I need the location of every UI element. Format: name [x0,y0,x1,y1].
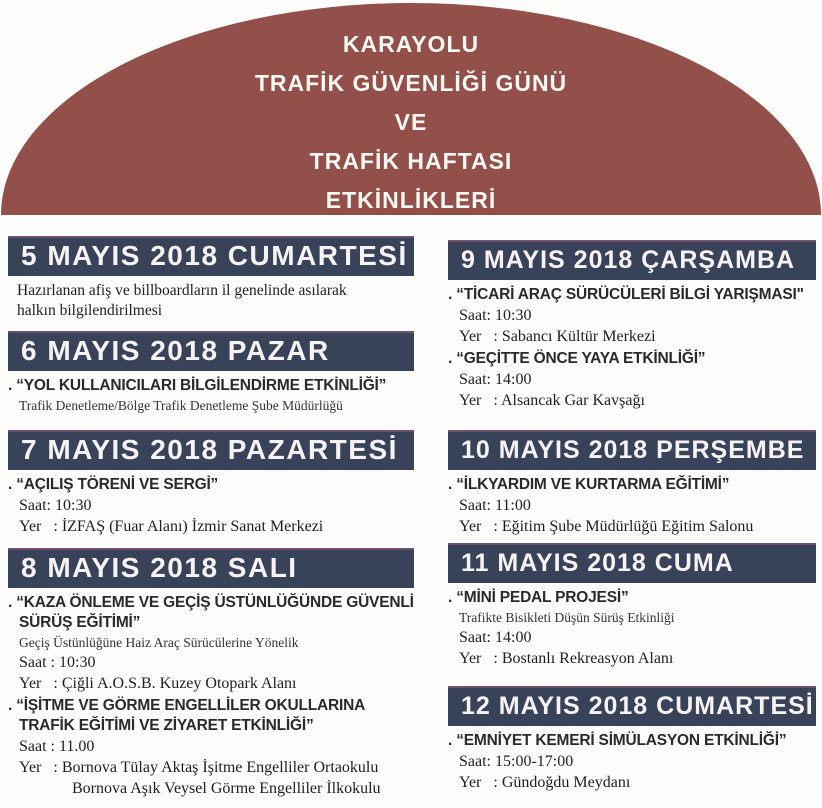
date-header-bar: 11 MAYIS 2018 CUMA [448,543,816,583]
event-place-line: Yer : İZFAŞ (Fuar Alanı) İzmir Sanat Merkezi [19,518,324,535]
left-column [8,236,414,799]
date-header-bar: 7 MAYIS 2018 PAZARTESİ [8,430,414,470]
intro-paragraph: Hazırlanan afiş ve billboardların il genelinde asılarak halkın bilgilendirilmesi [17,282,347,319]
event-time-line: Saat : 10:30 [19,654,96,671]
banner-title-line-5: ETKİNLİKLERİ [325,187,497,213]
event-title: . “TİCARİ ARAÇ SÜRÜCÜLERİ BİLGİ YARIŞMASI" [448,286,804,303]
event-time-line: Saat: 11:00 [459,497,531,514]
banner-title-line-2: TRAFİK GÜVENLİĞİ GÜNÜ [254,70,568,96]
date-header-bar: 12 MAYIS 2018 CUMARTESİ [448,686,816,726]
banner-dome [1,3,821,215]
event-block [448,349,816,411]
event-block [448,285,816,347]
event-title: . “GEÇİTTE ÖNCE YAYA ETKİNLİĞİ” [448,350,706,367]
event-place-line: Yer : Bornova Tülay Aktaş İşitme Engelliler Ortaokulu [19,759,379,776]
section-11-mayis [448,543,816,669]
event-place-line: Yer : Sabancı Kültür Merkezi [459,328,656,345]
event-block [8,376,414,415]
event-place-line: Yer : Gündoğdu Meydanı [459,774,631,791]
section-5-mayis [8,236,414,321]
event-time-line: Saat: 14:00 [459,629,532,646]
event-time-line: Saat : 11.00 [19,738,95,755]
event-title: . “EMNİYET KEMERİ SİMÜLASYON ETKİNLİĞİ” [448,732,787,749]
banner-title-line-1: KARAYOLU [342,31,480,57]
event-block [8,593,414,694]
section-6-mayis [8,331,414,415]
event-title: . “İŞİTME VE GÖRME ENGELLİLER OKULLARINA TRAFİK EĞİTİMİ VE ZİYARET ETKİNLİĞİ” [8,697,365,734]
event-title: . “MİNİ PEDAL PROJESİ” [448,589,629,606]
event-place-line: Yer : Çiğli A.O.S.B. Kuzey Otopark Alanı [19,675,297,692]
date-header-bar: 6 MAYIS 2018 PAZAR [8,331,414,371]
event-place-line: Yer : Eğitim Şube Müdürlüğü Eğitim Salonu [459,518,754,535]
event-block [448,731,816,793]
event-place-line: Yer : Bostanlı Rekreasyon Alanı [459,650,674,667]
event-time-line: Saat: 15:00-17:00 [459,753,574,770]
date-header-bar: 10 MAYIS 2018 PERŞEMBE [448,430,816,470]
event-title: . “KAZA ÖNLEME VE GEÇİŞ ÜSTÜNLÜĞÜNDE GÜVENLİ SÜRÜŞ EĞİTİMİ” [8,594,414,631]
event-time-line: Saat: 14:00 [459,371,532,388]
right-column [448,240,816,793]
section-9-mayis [448,240,816,411]
event-title: . “YOL KULLANICILARI BİLGİLENDİRME ETKİNLİĞİ” [8,377,387,394]
event-place-line-2: Bornova Aşık Veysel Görme Engelliler İlkokulu [72,780,381,797]
section-7-mayis [8,430,414,537]
event-block [448,475,816,537]
section-10-mayis [448,430,816,537]
event-block [8,475,414,537]
banner-title-line-3: VE [394,109,428,135]
event-note: Geçiş Üstünlüğüne Haiz Araç Sürücülerine Yönelik [19,635,299,650]
date-header-bar: 8 MAYIS 2018 SALI [8,548,414,588]
event-time-line: Saat: 10:30 [459,307,532,324]
section-8-mayis [8,548,414,799]
section-12-mayis [448,686,816,793]
event-block [8,696,414,799]
date-header-bar: 5 MAYIS 2018 CUMARTESİ [8,236,414,276]
banner-title-line-4: TRAFİK HAFTASI [309,148,513,174]
event-title: . “İLKYARDIM VE KURTARMA EĞİTİMİ” [448,476,730,493]
event-block [8,281,414,321]
event-place-line: Yer : Alsancak Gar Kavşağı [459,392,645,409]
date-header-bar: 9 MAYIS 2018 ÇARŞAMBA [448,240,816,280]
event-note: Trafik Denetleme/Bölge Trafik Denetleme Şube Müdürlüğü [19,398,343,413]
event-time-line: Saat: 10:30 [19,497,92,514]
event-title: . “AÇILIŞ TÖRENİ VE SERGİ” [8,476,219,493]
event-block [448,588,816,669]
event-note: Trafikte Bisikleti Düşün Sürüş Etkinliği [459,610,675,625]
